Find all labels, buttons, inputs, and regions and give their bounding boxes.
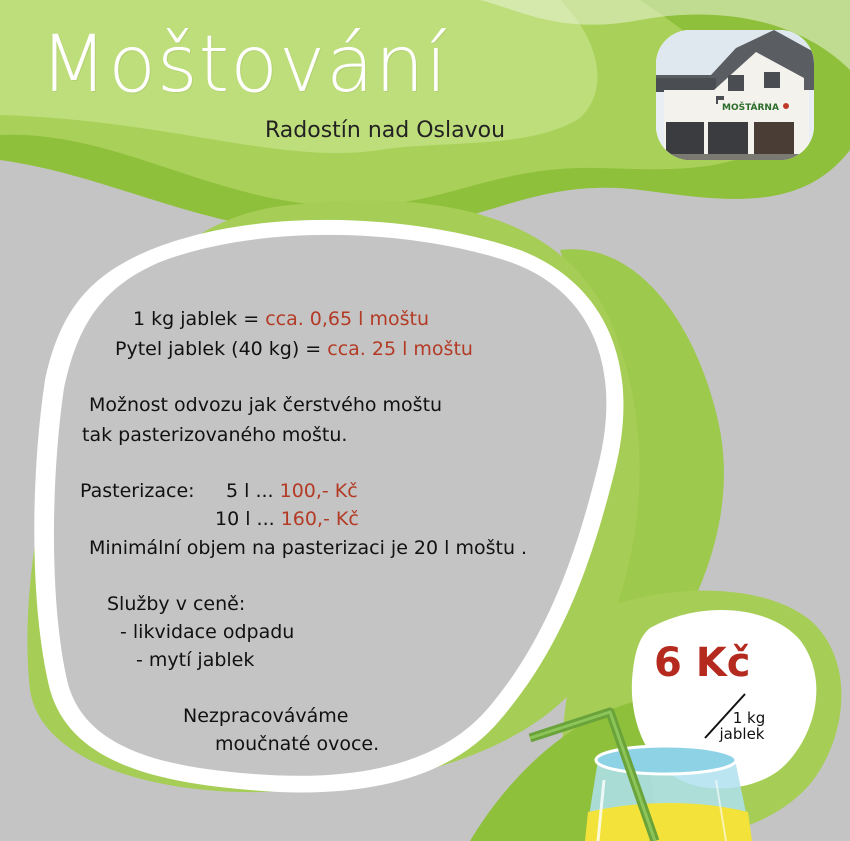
yield-bag-label: Pytel jablek (40 kg) = (115, 338, 328, 360)
min-volume: Minimální objem na pasterizaci je 20 l moštu . (89, 537, 528, 559)
price-unit-kg: 1 kg (732, 709, 766, 727)
pasteurization-10-label: 10 l ... (215, 508, 281, 530)
yield-bag-value: cca. 25 l moštu (327, 338, 473, 360)
pasteurization-10-price: 160,- Kč (280, 508, 359, 530)
delivery-line-1: Možnost odvozu jak čerstvého moštu (89, 394, 443, 416)
price-amount: 6 Kč (654, 640, 751, 686)
service-item-waste: - likvidace odpadu (120, 621, 295, 643)
note-line-1: Nezpracováváme (183, 705, 349, 727)
delivery-line-2: tak pasterizovaného moštu. (82, 424, 348, 446)
yield-kg-label: 1 kg jablek = (133, 308, 266, 330)
yield-per-bag (115, 338, 473, 360)
photo-sign-text: MOŠTÁRNA (722, 103, 779, 113)
pasteurization-5-price: 100,- Kč (279, 480, 358, 502)
pasteurization-5l (226, 480, 358, 502)
yield-per-kg (133, 308, 429, 330)
pasteurization-10l (215, 508, 359, 530)
price-unit (712, 710, 772, 742)
juice (585, 803, 752, 841)
services-title: Služby v ceně: (107, 593, 246, 615)
pasteurization-label: Pasterizace: (80, 480, 195, 502)
yield-kg-value: cca. 0,65 l moštu (265, 308, 429, 330)
building-photo (656, 30, 814, 160)
service-item-washing: - mytí jablek (136, 649, 255, 671)
building-photo-image (656, 30, 814, 160)
pasteurization-5-label: 5 l ... (226, 480, 280, 502)
page-subtitle: Radostín nad Oslavou (265, 118, 506, 143)
page-title: Moštování (40, 20, 449, 110)
glass-rim (596, 746, 736, 774)
note-line-2: moučnaté ovoce. (215, 733, 380, 755)
price-unit-apples: jablek (719, 725, 765, 743)
